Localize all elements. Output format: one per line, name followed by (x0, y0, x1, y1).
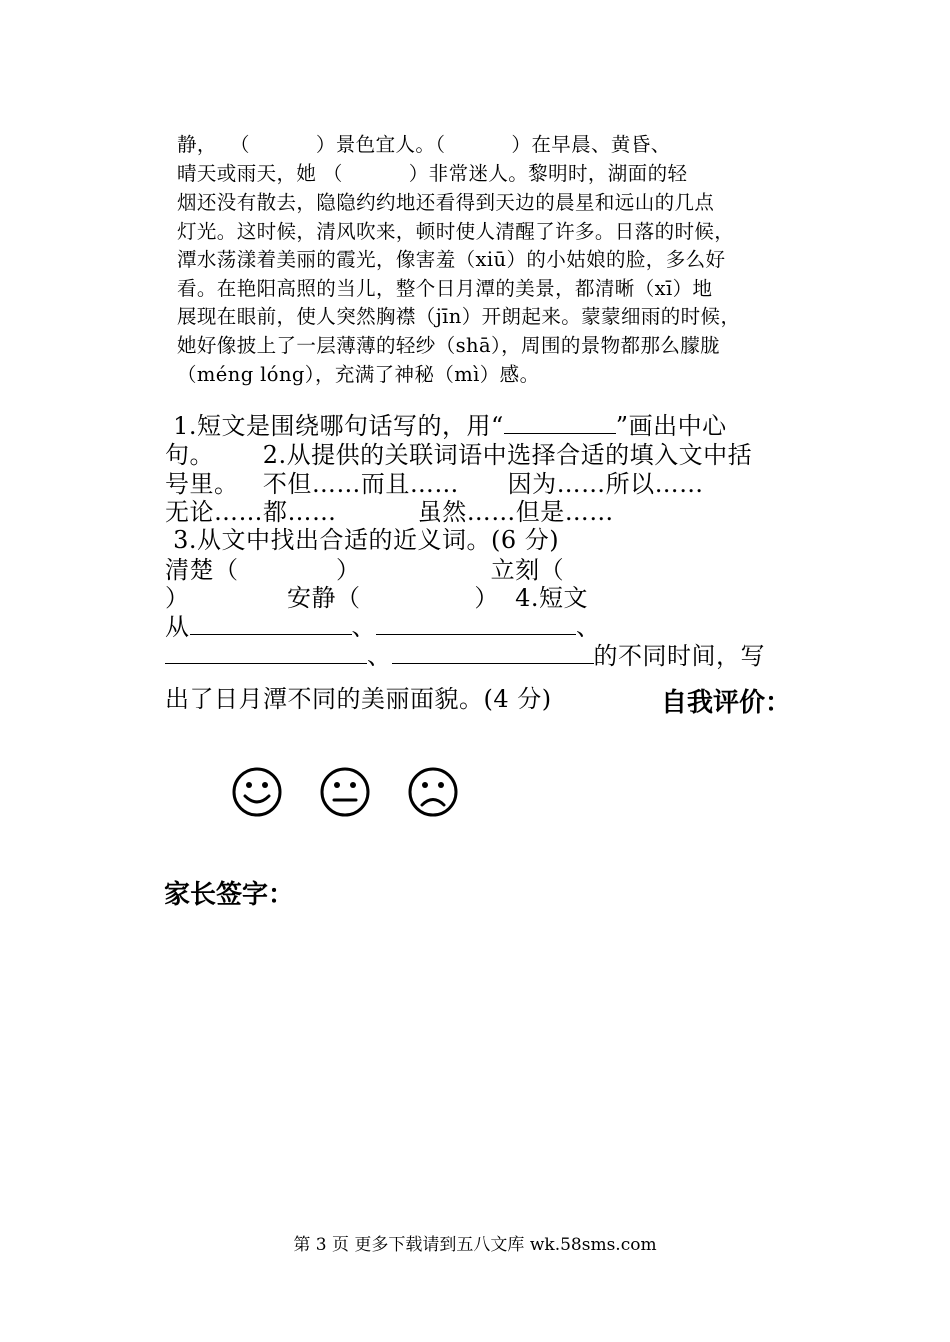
answer-blank[interactable] (504, 411, 616, 434)
question-4-blanks-1 (165, 612, 601, 642)
page-footer: 第 3 页 更多下载请到五八文库 wk.58sms.com (293, 1235, 657, 1255)
passage-line: 展现在眼前，使人突然胸襟（jīn）开朗起来。蒙蒙细雨的时候， (177, 305, 741, 328)
passage-line: 静， （ ）景色宜人。（ ）在早晨、黄昏、 (177, 133, 671, 156)
passage-line: 晴天或雨天，她 （ ）非常迷人。黎明时，湖面的轻 (177, 162, 688, 185)
answer-blank[interactable] (392, 641, 594, 664)
question-4-text: 的不同时间，写 (593, 642, 765, 670)
synonym-row-2: ） 安静（ ） 4.短文 (165, 584, 589, 612)
neutral-face-icon[interactable] (319, 766, 371, 818)
answer-blank[interactable] (376, 612, 576, 635)
question-2: 句。 2.从提供的关联词语中选择合适的填入文中括 (165, 441, 753, 469)
passage-line: 烟还没有散去，隐隐约约地还看得到天边的晨星和远山的几点 (177, 191, 715, 214)
frowning-face-icon[interactable] (407, 766, 459, 818)
connective-options-row-2: 无论……都…… 虽然……但是…… (165, 498, 614, 526)
self-evaluation-label: 自我评价： (661, 688, 792, 718)
passage-line: 看。在艳阳高照的当儿，整个日月潭的美景，都清晰（xī）地 (177, 277, 713, 300)
question-4-text: 从 (165, 613, 190, 641)
smiling-face-icon[interactable] (231, 766, 283, 818)
question-3: 3.从文中找出合适的近义词。(6 分) (165, 526, 560, 554)
separator: 、 (351, 613, 376, 641)
answer-blank[interactable] (165, 641, 367, 664)
answer-blank[interactable] (190, 612, 352, 635)
passage-line: 灯光。这时候，清风吹来，顿时使人清醒了许多。日落的时候， (177, 220, 735, 243)
parent-signature-label: 家长签字： (164, 880, 295, 910)
question-4-blanks-2 (165, 641, 765, 671)
question-1-text: 1.短文是围绕哪句话写的，用“ (165, 412, 504, 440)
question-1 (165, 411, 727, 441)
connective-options-row-1: 号里。 不但……而且…… 因为……所以…… (165, 470, 704, 498)
separator: 、 (367, 642, 392, 670)
passage-line: 她好像披上了一层薄薄的轻纱（shā），周围的景物都那么朦胧 (177, 334, 721, 357)
question-1-text-end: ”画出中心 (615, 412, 727, 440)
passage-line: 潭水荡漾着美丽的霞光，像害羞（xiū）的小姑娘的脸，多么好 (177, 248, 726, 271)
passage-line: （méng lóng），充满了神秘（mì）感。 (177, 363, 540, 386)
question-4-end: 出了日月潭不同的美丽面貌。(4 分) (165, 685, 552, 713)
synonym-row-1: 清楚（ ） 立刻（ (165, 556, 565, 584)
separator: 、 (576, 613, 601, 641)
